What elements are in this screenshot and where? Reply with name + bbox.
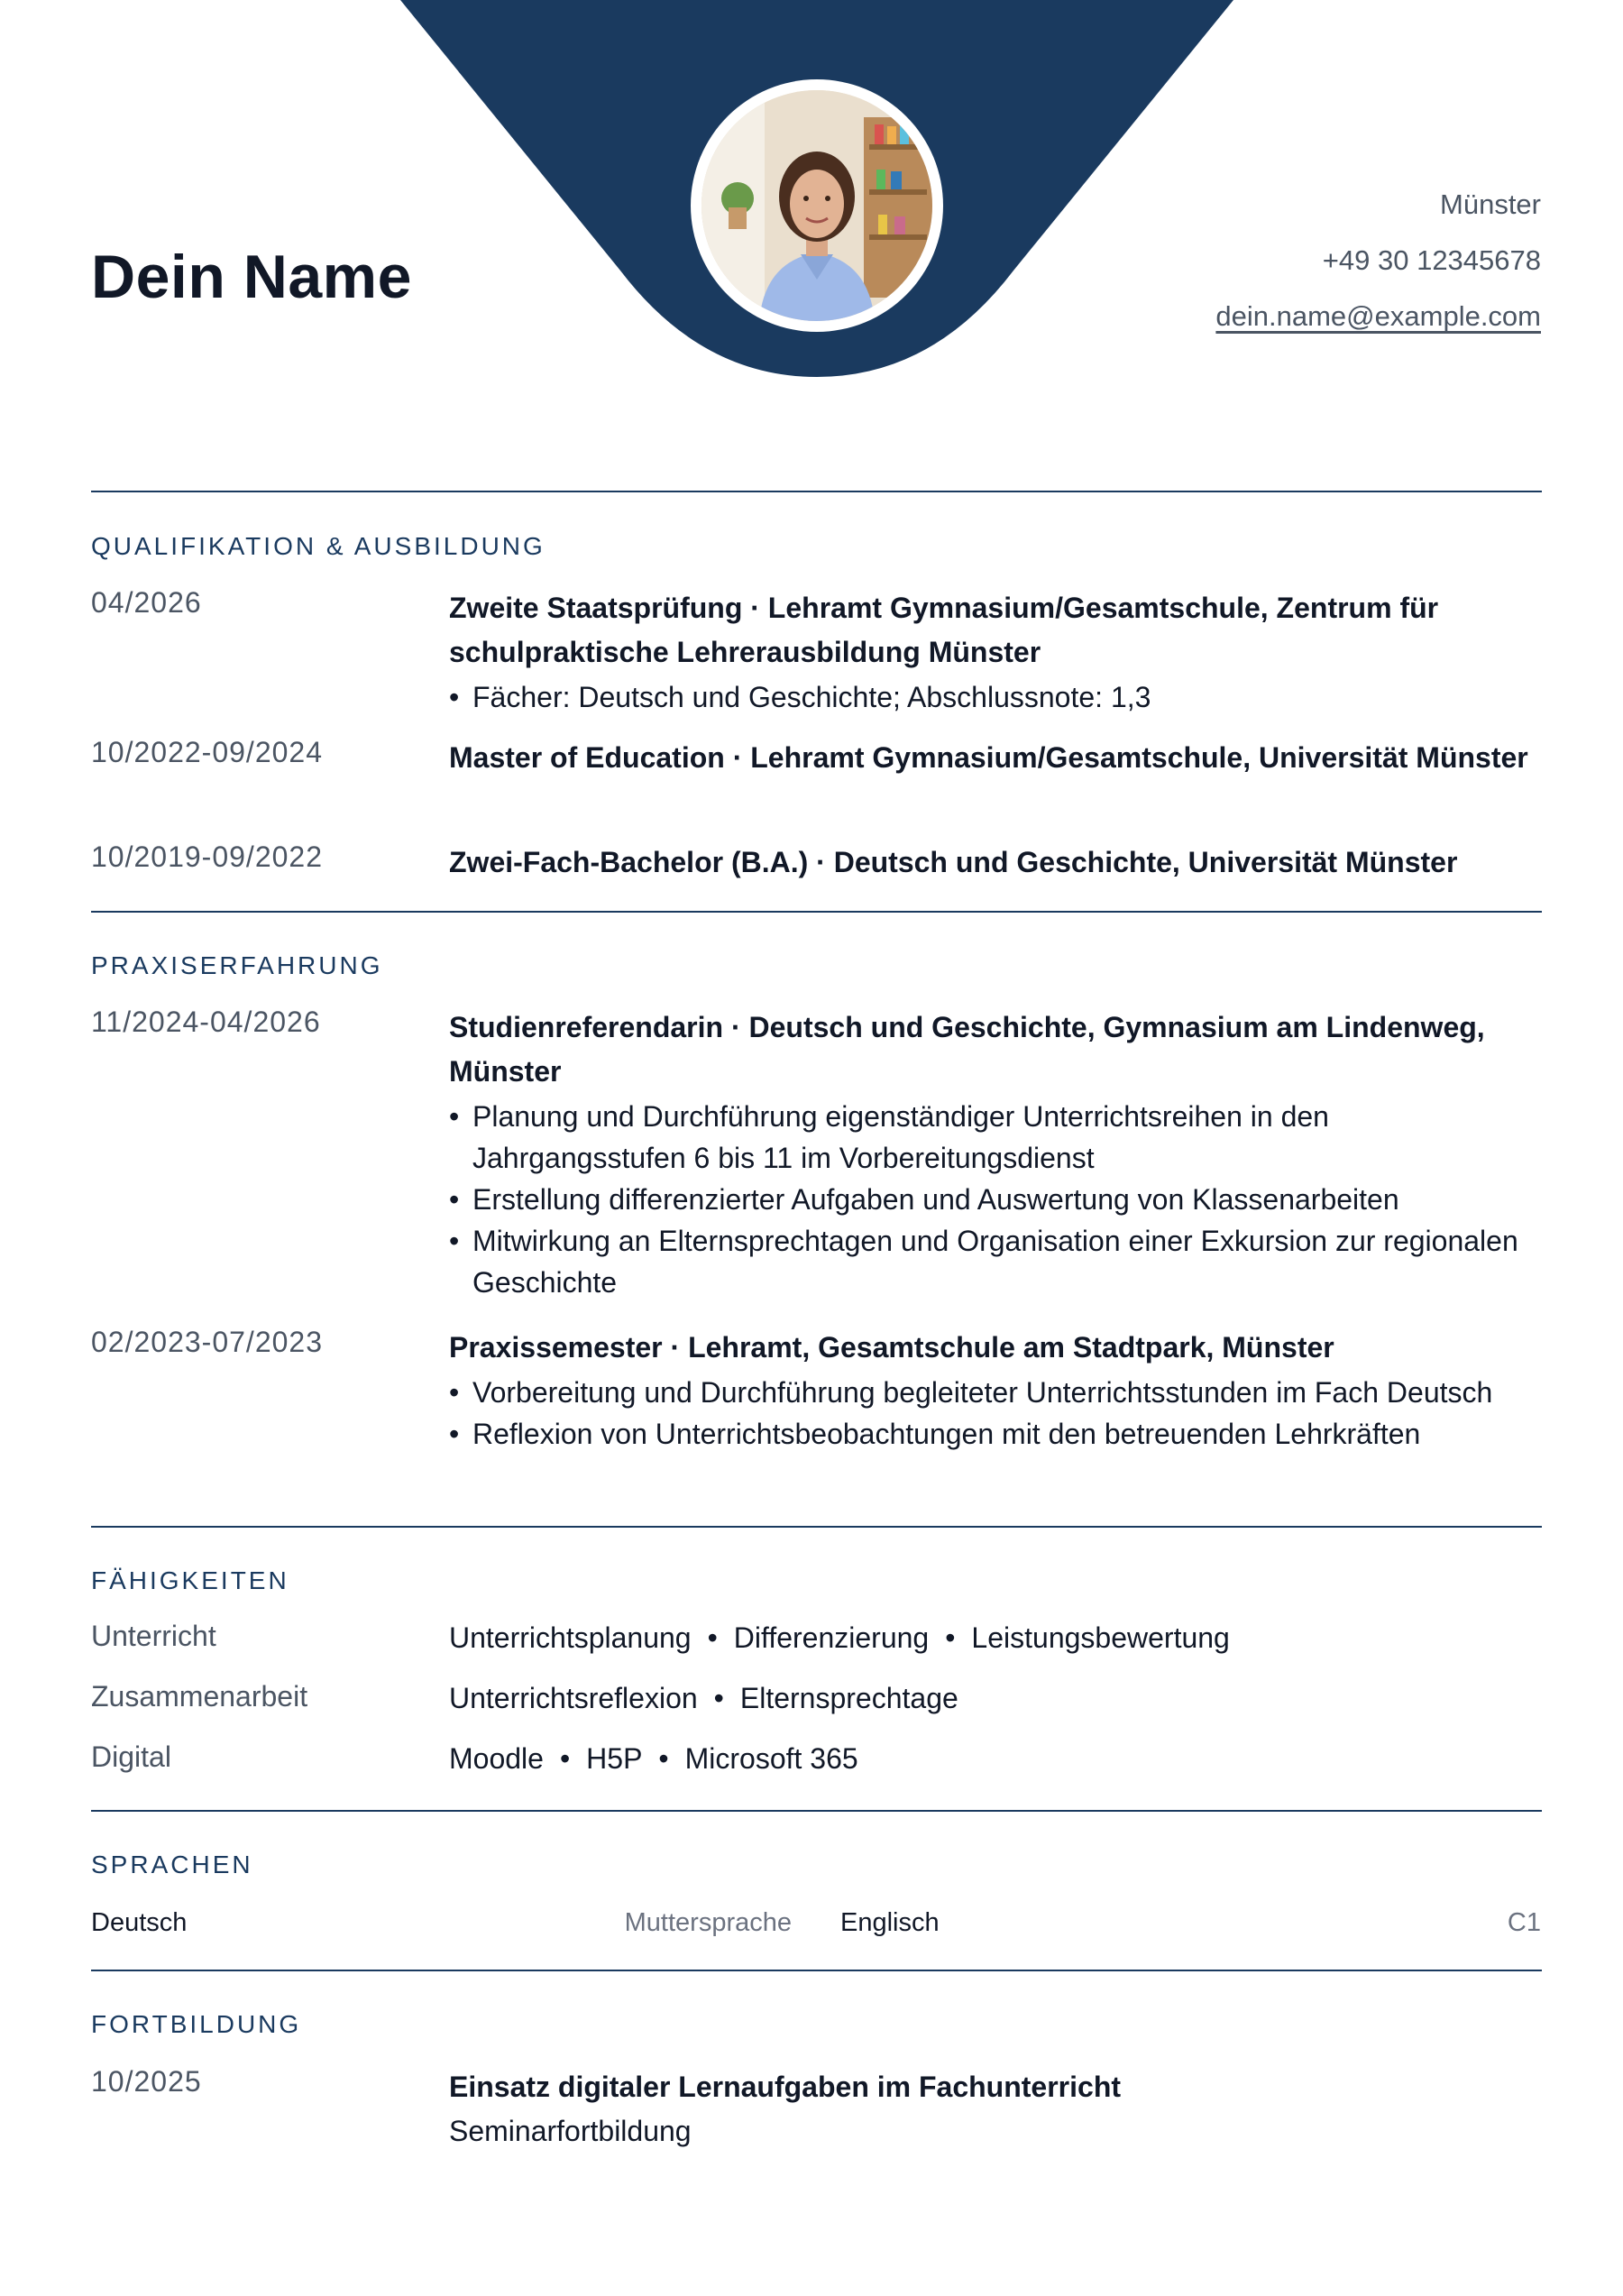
entry-date: 10/2025 (91, 2065, 202, 2098)
separator-dot: • (945, 1621, 956, 1654)
skill-item: H5P (586, 1742, 643, 1775)
skill-row (91, 1740, 1542, 1786)
entry-bullet: • Mitwirkung an Elternsprechtagen und Organisation einer Exkursion zur regionalen Geschichte (449, 1220, 1542, 1303)
section-divider (91, 491, 1542, 492)
section-divider (91, 911, 1542, 913)
separator-dot: • (707, 1621, 718, 1654)
entry-date: 10/2019-09/2022 (91, 840, 323, 873)
profile-photo (701, 90, 932, 321)
section-divider (91, 1970, 1542, 1971)
separator-dot: • (559, 1742, 571, 1775)
candidate-name: Dein Name (91, 243, 412, 311)
section-divider (91, 1526, 1542, 1528)
skill-row (91, 1680, 1542, 1725)
entry-title: Zweite Staatsprüfung · Lehramt Gymnasium/Gesamtschule, Zentrum für schulpraktische Lehrerausbildung Münster (449, 592, 1439, 668)
entry-title: Studienreferendarin · Deutsch und Geschichte, Gymnasium am Lindenweg, Münster (449, 1011, 1485, 1088)
skill-item: Unterrichtsplanung (449, 1621, 692, 1654)
skill-items (449, 1621, 1230, 1655)
skill-items (449, 1682, 958, 1715)
entry-bullet: • Vorbereitung und Durchführung begleiteter Unterrichtsstunden im Fach Deutsch (449, 1372, 1542, 1413)
section-title-praxis: PRAXISERFAHRUNG (91, 951, 383, 979)
entry-title: Praxissemester · Lehramt, Gesamtschule am Stadtpark, Münster (449, 1331, 1334, 1364)
contact-email-link[interactable]: dein.name@example.com (1215, 300, 1541, 332)
entry-bullets (449, 1096, 1542, 1303)
language-level: Muttersprache (624, 1908, 792, 1937)
language-level: C1 (1507, 1908, 1541, 1937)
skill-items (449, 1742, 858, 1776)
entry-date: 04/2026 (91, 586, 202, 619)
skill-item: Unterrichtsreflexion (449, 1682, 698, 1714)
entry-subtitle: Seminarfortbildung (449, 2115, 692, 2147)
skill-label: Digital (91, 1740, 171, 1773)
section-title-sprachen: SPRACHEN (91, 1851, 253, 1878)
section-title-fortbildung: FORTBILDUNG (91, 2010, 302, 2038)
entry-title: Zwei-Fach-Bachelor (B.A.) · Deutsch und Geschichte, Universität Münster (449, 846, 1458, 878)
contact-block (1215, 177, 1541, 344)
contact-phone: +49 30 12345678 (1322, 244, 1541, 276)
entry-bullet: • Reflexion von Unterrichtsbeobachtungen mit den betreuenden Lehrkräften (449, 1413, 1542, 1455)
entry-title: Master of Education · Lehramt Gymnasium/Gesamtschule, Universität Münster (449, 741, 1528, 774)
entry-bullet: • Erstellung differenzierter Aufgaben und Auswertung von Klassenarbeiten (449, 1179, 1542, 1220)
section-title-faehigkeiten: FÄHIGKEITEN (91, 1566, 289, 1594)
skill-item: Moodle (449, 1742, 544, 1775)
profile-photo-frame (691, 79, 943, 332)
section-title-qualifikation: QUALIFIKATION & AUSBILDUNG (91, 532, 546, 560)
entry-date: 02/2023-07/2023 (91, 1326, 323, 1358)
section-divider (91, 1810, 1542, 1812)
separator-dot: • (658, 1742, 669, 1775)
skill-label: Zusammenarbeit (91, 1680, 308, 1713)
skill-item: Differenzierung (733, 1621, 930, 1654)
entry-bullets (449, 1372, 1542, 1455)
skill-label: Unterricht (91, 1620, 216, 1652)
entry-date: 10/2022-09/2024 (91, 736, 323, 768)
entry-title: Einsatz digitaler Lernaufgaben im Fachunterricht (449, 2071, 1122, 2103)
skill-item: Leistungsbewertung (971, 1621, 1230, 1654)
skill-item: Microsoft 365 (684, 1742, 858, 1775)
separator-dot: • (713, 1682, 724, 1714)
language-name: Deutsch (91, 1908, 188, 1937)
language-name: Englisch (840, 1908, 940, 1937)
skill-row (91, 1620, 1542, 1665)
entry-bullet: • Planung und Durchführung eigenständiger Unterrichtsreihen in den Jahrgangsstufen 6 bis 11 im Vorbereitungsdienst (449, 1096, 1542, 1179)
entry-date: 11/2024-04/2026 (91, 1006, 321, 1038)
contact-city: Münster (1440, 188, 1541, 220)
entry-bullets (449, 676, 1542, 718)
entry-bullet: • Fächer: Deutsch und Geschichte; Abschlussnote: 1,3 (449, 676, 1542, 718)
skill-item: Elternsprechtage (739, 1682, 958, 1714)
